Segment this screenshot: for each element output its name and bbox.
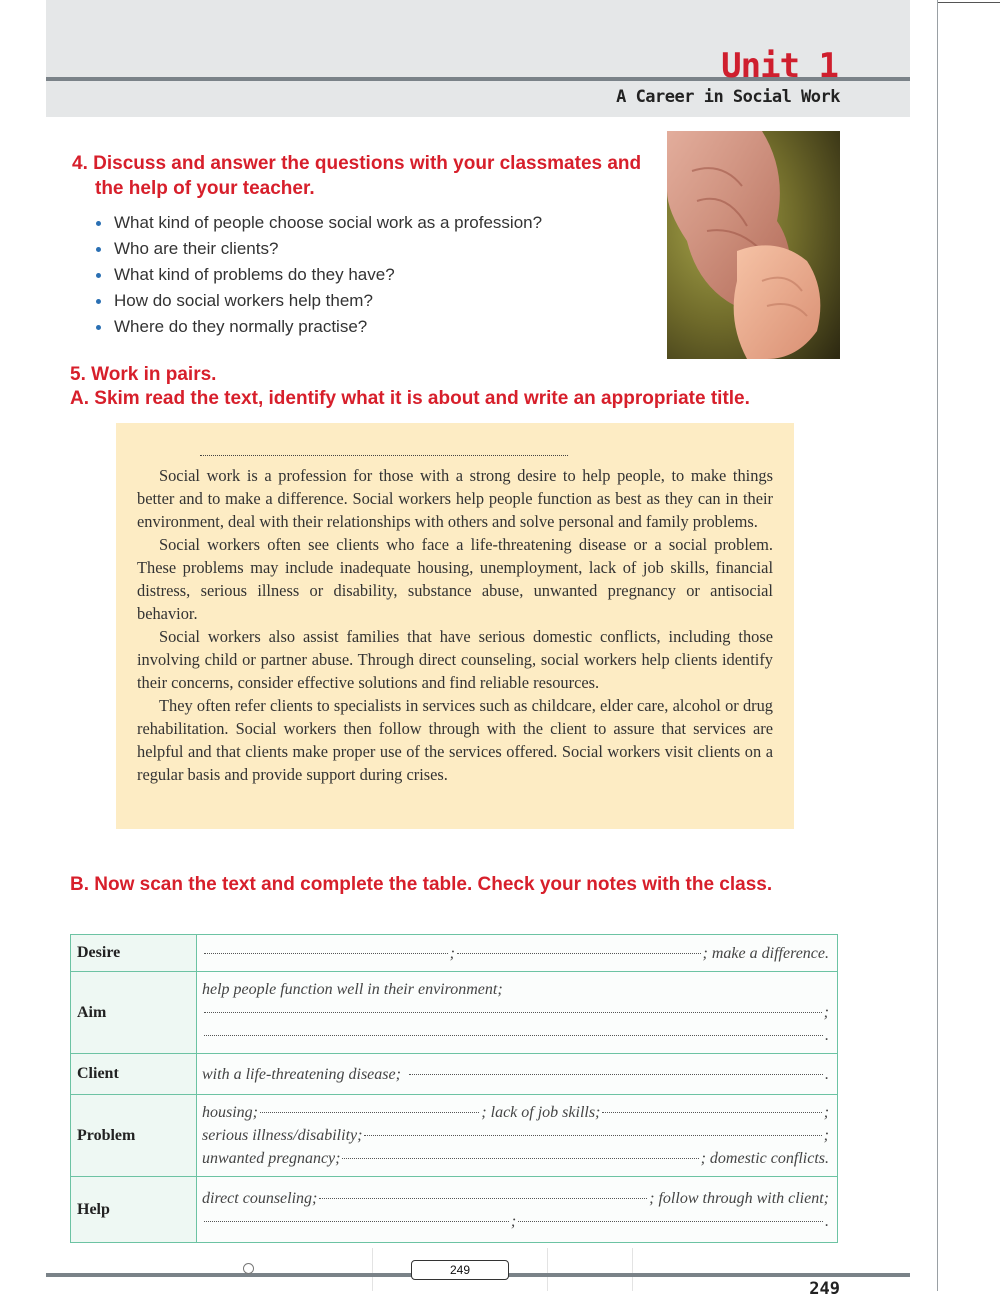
hands-illustration [667, 131, 840, 359]
discussion-questions [94, 210, 542, 340]
exercise-4-instruction-line2: the help of your teacher. [95, 178, 315, 199]
footer-divider [632, 1248, 633, 1291]
row-label-problem: Problem [71, 1095, 197, 1177]
viewer-edge [937, 0, 938, 1291]
table-row [71, 972, 838, 1054]
table-row [71, 1095, 838, 1177]
answer-blank[interactable] [204, 1221, 509, 1222]
help-cell: direct counseling; ; follow through with client; ; . [197, 1177, 838, 1243]
row-label-client: Client [71, 1054, 197, 1095]
unit-title: Unit 1 [721, 46, 838, 86]
aim-cell: help people function well in their environment; ; . [197, 972, 838, 1054]
row-label-help: Help [71, 1177, 197, 1243]
desire-cell: ; ; make a difference. [197, 935, 838, 972]
answer-blank[interactable] [457, 953, 701, 954]
problem-text: ; lack of job skills; [481, 1104, 601, 1121]
table-row [71, 1054, 838, 1095]
answer-blank[interactable] [602, 1112, 821, 1113]
exercise-5a-instruction: A. Skim read the text, identify what it is about and write an appropriate title. [70, 388, 750, 409]
footer-divider [547, 1248, 548, 1291]
problem-text: serious illness/disability; [202, 1127, 363, 1144]
answer-blank[interactable] [260, 1112, 479, 1113]
exercise-5-heading [70, 362, 830, 387]
row-label-desire: Desire [71, 935, 197, 972]
exercise-5-number: 5. [70, 364, 86, 385]
textbook-page [46, 0, 910, 1299]
exercise-5-instruction: Work in pairs. [91, 364, 217, 385]
list-item: Where do they normally practise? [94, 314, 542, 340]
viewer-edge-tick [938, 2, 1000, 3]
problem-text: housing; [202, 1104, 258, 1121]
row-label-aim: Aim [71, 972, 197, 1054]
help-text: direct counseling; [202, 1189, 318, 1207]
table-row [71, 935, 838, 972]
paragraph: Social work is a profession for those with a strong desire to help people, to make things better and to make a difference. Social workers help people function as best as they can in their environment, deal with their relationships with others and solve personal and family problems. [137, 466, 773, 531]
answer-blank[interactable] [204, 1012, 822, 1013]
paragraph: Social workers often see clients who face a life-threatening disease or a social problem. These problems may include inadequate housing, unemployment, lack of job skills, financial distress, serious illness or disability, substance abuse, unwanted pregnancy or antisocial behavior. [137, 535, 773, 623]
paragraph: Social workers also assist families that have serious domestic conflicts, including those involving child or partner abuse. Through direct counseling, social workers help clients identify their concerns, consider effective solutions and find reliable resources. [137, 627, 773, 692]
exercise-4-number: 4. [72, 153, 88, 174]
paragraph: They often refer clients to specialists in services such as childcare, elder care, alcohol or drug rehabilitation. Social workers then follow through with the client to assure that services are helpful and that clients make proper use of the services offered. Social workers visit clients on a regular basis and provide support during crises. [137, 696, 773, 784]
client-cell: with a life-threatening disease; . [197, 1054, 838, 1095]
answer-blank[interactable] [204, 1035, 823, 1036]
help-text: ; follow through with client; [649, 1189, 829, 1207]
answer-blank[interactable] [204, 953, 448, 954]
problem-text: ; domestic conflicts. [700, 1150, 829, 1167]
list-item: What kind of problems do they have? [94, 262, 542, 288]
unit-subtitle: A Career in Social Work [616, 87, 840, 107]
answer-blank[interactable] [364, 1135, 821, 1136]
right-gutter [910, 0, 1000, 1291]
reading-passage [137, 464, 773, 786]
aim-text: help people function well in their environment; [202, 981, 503, 998]
exercise-4-instruction-line1: Discuss and answer the questions with your classmates and [93, 153, 642, 174]
radio-button[interactable] [243, 1263, 254, 1274]
exercise-4-heading [72, 151, 662, 201]
exercise-5b-instruction: B. Now scan the text and complete the table. Check your notes with the class. [70, 874, 773, 895]
page-number: 249 [809, 1279, 840, 1299]
table-row [71, 1177, 838, 1243]
page-number-input[interactable]: 249 [411, 1260, 509, 1280]
desire-end-text: ; make a difference. [702, 944, 830, 962]
list-item: Who are their clients? [94, 236, 542, 262]
hands-photo [667, 131, 840, 359]
answer-blank[interactable] [342, 1158, 698, 1159]
problem-cell: housing; ; lack of job skills; ; serious illness/disability; ; unwanted pregnancy; ; domestic conflicts. [197, 1095, 838, 1177]
answer-blank[interactable] [518, 1221, 823, 1222]
list-item: How do social workers help them? [94, 288, 542, 314]
answer-blank[interactable] [319, 1198, 647, 1199]
answer-blank[interactable] [409, 1074, 823, 1075]
footer-divider [372, 1248, 373, 1291]
title-answer-line[interactable] [200, 447, 568, 456]
notes-table [70, 934, 838, 1243]
client-text: with a life-threatening disease; [202, 1065, 401, 1083]
problem-text: unwanted pregnancy; [202, 1150, 341, 1167]
list-item: What kind of people choose social work as a profession? [94, 210, 542, 236]
